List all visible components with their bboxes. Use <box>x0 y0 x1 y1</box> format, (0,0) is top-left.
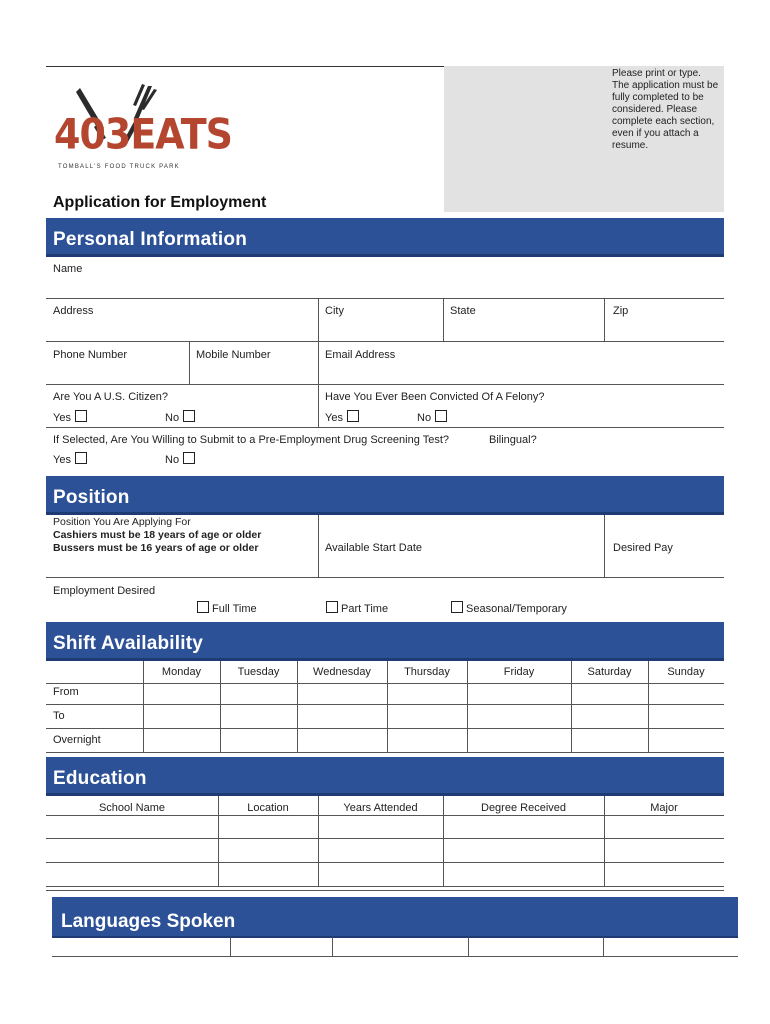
felony-question: Have You Ever Been Convicted Of A Felony? <box>325 391 545 403</box>
day-sunday: Sunday <box>667 666 705 678</box>
section-personal-information <box>46 218 724 257</box>
instructions-note <box>444 66 724 212</box>
row-to: To <box>53 710 65 722</box>
bussers-note: Bussers must be 16 years of age or older <box>53 542 259 554</box>
felony-no[interactable]: No <box>417 410 447 424</box>
phone-label: Phone Number <box>53 349 127 361</box>
address-label: Address <box>53 305 94 317</box>
section-heading: Languages Spoken <box>61 911 236 932</box>
cashiers-note: Cashiers must be 18 years of age or older <box>53 529 262 541</box>
col-location: Location <box>247 802 289 814</box>
page-title: Application for Employment <box>53 194 267 211</box>
checkbox[interactable] <box>451 601 463 613</box>
position-applying-label: Position You Are Applying For <box>53 516 191 528</box>
employment-desired-label: Employment Desired <box>53 585 156 597</box>
full-time-option[interactable]: Full Time <box>197 601 257 615</box>
section-position <box>46 476 724 515</box>
drug-yes[interactable]: Yes <box>53 452 87 466</box>
seasonal-option[interactable]: Seasonal/Temporary <box>451 601 567 615</box>
checkbox[interactable] <box>75 452 87 464</box>
section-heading: Education <box>53 768 147 789</box>
checkbox[interactable] <box>347 410 359 422</box>
section-shift-availability <box>46 622 724 661</box>
col-major: Major <box>650 802 678 814</box>
row-from: From <box>53 686 79 698</box>
section-education <box>46 757 724 796</box>
shift-grid[interactable] <box>143 684 724 752</box>
day-wednesday: Wednesday <box>313 666 371 678</box>
section-heading: Shift Availability <box>53 633 203 654</box>
checkbox[interactable] <box>197 601 209 613</box>
logo <box>52 80 233 176</box>
checkbox[interactable] <box>183 410 195 422</box>
position-field[interactable] <box>46 515 318 577</box>
logo-text: 403EATS <box>54 110 233 159</box>
section-heading: Position <box>53 487 130 508</box>
felony-yes[interactable]: Yes <box>325 410 359 424</box>
part-time-option[interactable]: Part Time <box>326 601 388 615</box>
citizen-no[interactable]: No <box>165 410 195 424</box>
day-monday: Monday <box>161 666 202 678</box>
checkbox[interactable] <box>75 410 87 422</box>
col-school-name: School Name <box>98 802 166 814</box>
drug-test-question: If Selected, Are You Willing to Submit to a Pre-Employment Drug Screening Test? <box>53 434 449 446</box>
state-label: State <box>450 305 476 317</box>
name-label: Name <box>53 263 83 275</box>
zip-label: Zip <box>613 305 629 317</box>
citizen-question: Are You A U.S. Citizen? <box>53 391 168 403</box>
start-date-label: Available Start Date <box>325 542 423 554</box>
checkbox[interactable] <box>183 452 195 464</box>
name-field[interactable] <box>46 258 724 298</box>
day-tuesday: Tuesday <box>237 666 280 678</box>
education-grid[interactable] <box>46 816 724 886</box>
instructions-text: Please print or type. The application must be fully completed to be considered. Please complete each section, even if you attach a resume. <box>612 68 719 151</box>
bilingual-label: Bilingual? <box>489 434 537 446</box>
mobile-label: Mobile Number <box>196 349 271 361</box>
col-degree-received: Degree Received <box>481 802 566 814</box>
drug-no[interactable]: No <box>165 452 195 466</box>
logo-subtitle: TOMBALL'S FOOD TRUCK PARK <box>58 164 180 170</box>
city-label: City <box>325 305 344 317</box>
email-label: Email Address <box>325 349 396 361</box>
checkbox[interactable] <box>326 601 338 613</box>
checkbox[interactable] <box>435 410 447 422</box>
section-languages-spoken <box>52 897 738 938</box>
day-thursday: Thursday <box>404 666 450 678</box>
languages-grid[interactable] <box>52 937 738 956</box>
day-saturday: Saturday <box>587 666 632 678</box>
section-heading: Personal Information <box>53 229 248 250</box>
top-rule <box>46 66 444 67</box>
desired-pay-label: Desired Pay <box>613 542 673 554</box>
col-years-attended: Years Attended <box>343 802 418 814</box>
day-friday: Friday <box>503 666 535 678</box>
citizen-yes[interactable]: Yes <box>53 410 87 424</box>
row-overnight: Overnight <box>53 734 101 746</box>
